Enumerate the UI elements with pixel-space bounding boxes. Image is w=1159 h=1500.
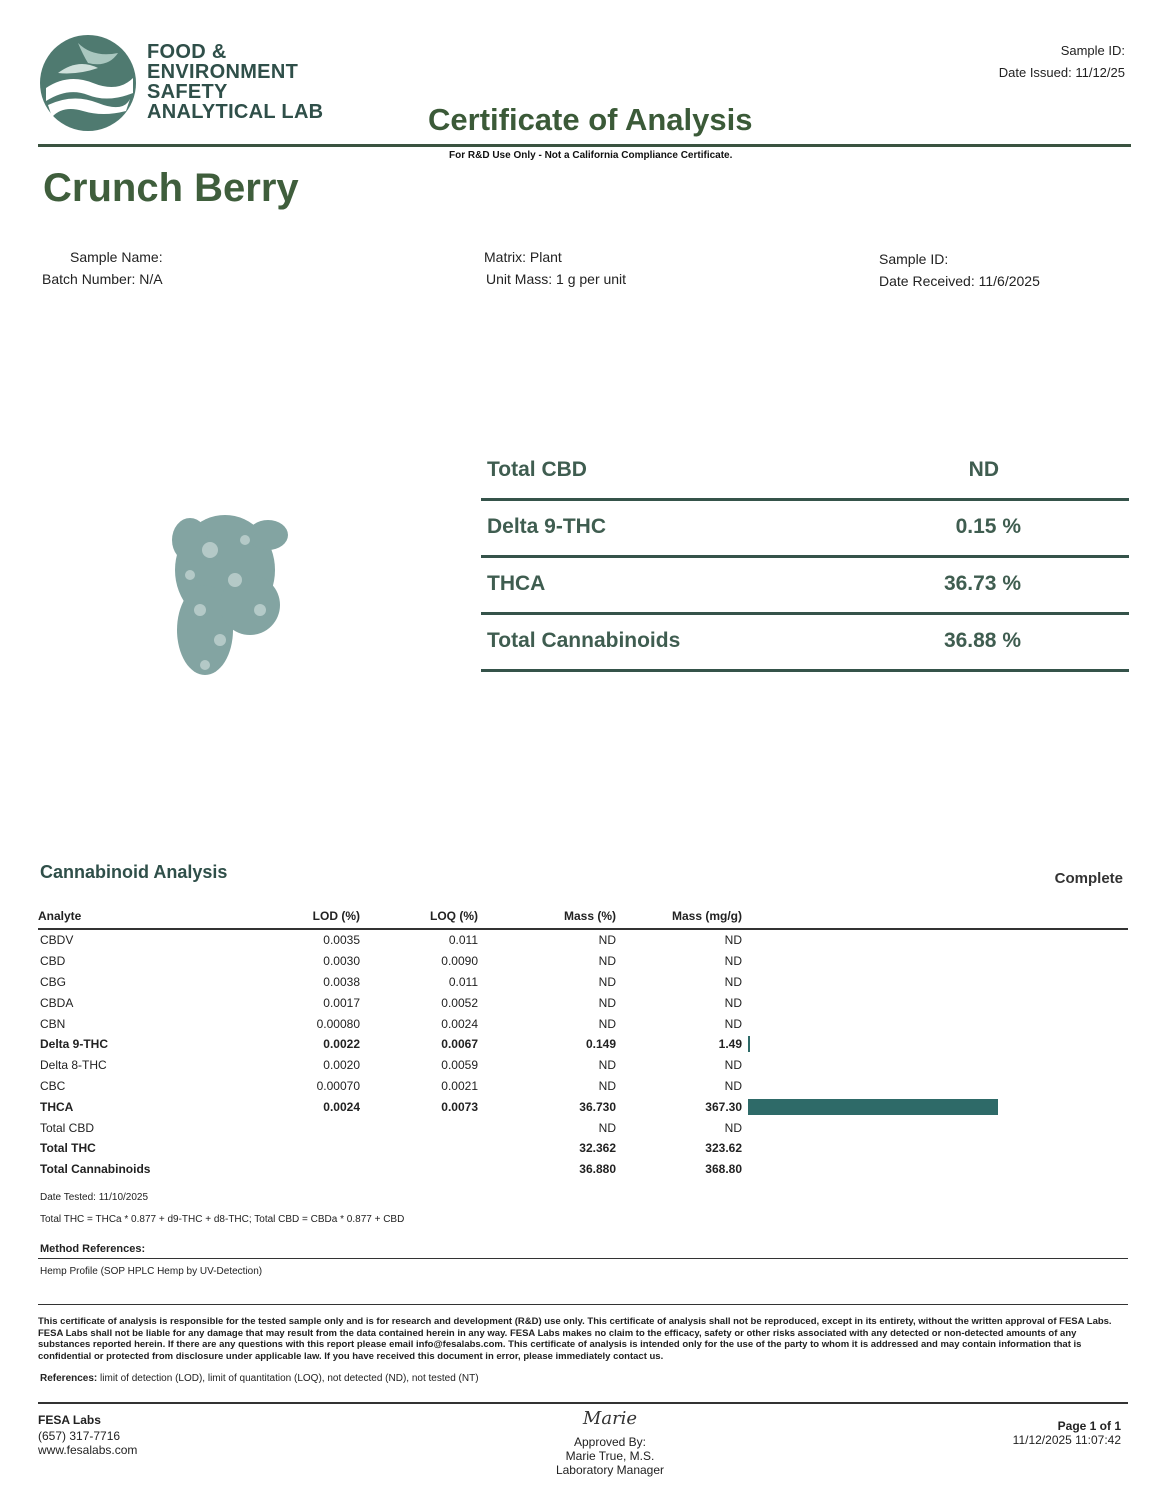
cell-lod: 0.0024 xyxy=(323,1099,360,1114)
total-formula: Total THC = THCa * 0.877 + d9-THC + d8-THC; Total CBD = CBDa * 0.877 + CBD xyxy=(40,1214,405,1225)
cell-loq: 0.0021 xyxy=(441,1078,478,1093)
cell-mass-pct: ND xyxy=(598,1078,616,1093)
cell-loq: 0.011 xyxy=(448,974,478,989)
summary-row xyxy=(481,446,1129,501)
cell-mass-pct: ND xyxy=(598,954,616,969)
date-tested: Date Tested: 11/10/2025 xyxy=(40,1192,149,1203)
cell-analyte: Total CBD xyxy=(40,1120,95,1135)
cell-mass-pct: ND xyxy=(598,1058,616,1073)
batch-number: Batch Number: N/A xyxy=(42,271,163,287)
cell-mass-pct: ND xyxy=(598,974,616,989)
logo-line: FOOD & xyxy=(147,41,227,63)
references-label: References: xyxy=(40,1373,98,1384)
table-row xyxy=(38,929,1128,951)
summary-label: Total CBD xyxy=(487,458,587,481)
cell-analyte: Total Cannabinoids xyxy=(40,1162,151,1177)
cell-bar xyxy=(742,1096,1128,1117)
cell-mass-pct: 0.149 xyxy=(585,1037,616,1052)
logo-wordmark xyxy=(147,42,323,122)
footer-divider xyxy=(38,1402,1128,1404)
cell-lod: 0.00070 xyxy=(316,1078,360,1093)
table-row xyxy=(38,992,1128,1013)
cell-analyte: Delta 8-THC xyxy=(40,1058,107,1073)
col-header: LOD (%) xyxy=(238,906,360,929)
summary-label: Total Cannabinoids xyxy=(487,629,681,652)
cell-loq: 0.011 xyxy=(448,933,478,948)
matrix: Matrix: Plant xyxy=(484,249,562,265)
legal-text: This certificate of analysis is responsible for the tested sample only and is for research and development (R&D) use only. This certificate of analysis shall not be reproduced, except in its entirety, without the written approval of FESA Labs. FESA Labs shall not be liable for any damage that may result from the data contained herein in any way. FESA Labs makes no claim to the efficacy, safety or other risks associated with any detected or non-detected amounts of any substances reported herein. If there are any questions with this report please email info@fesalabs.com. This certificate of analysis is intended only for the use of the party to whom it is addressed and may contain information that is confidential or protected from disclosure under applicable law. If you have received this document in error, please immediately contact us. xyxy=(38,1316,1112,1362)
table-row xyxy=(38,972,1128,993)
unit-mass: Unit Mass: 1 g per unit xyxy=(486,271,627,287)
cell-bar xyxy=(742,1034,1128,1055)
cell-loq: 0.0052 xyxy=(441,995,478,1010)
fesa-logo-icon xyxy=(38,33,138,133)
cell-loq: 0.0059 xyxy=(441,1058,478,1073)
summary-row xyxy=(481,560,1129,615)
cell-mass-mg: 1.49 xyxy=(718,1037,742,1052)
summary-table xyxy=(481,446,1129,674)
cell-bar xyxy=(742,1117,1128,1138)
cell-loq xyxy=(360,1159,478,1180)
logo-line: ANALYTICAL LAB xyxy=(147,101,324,123)
cell-mass-pct: ND xyxy=(598,1016,616,1031)
page-number: Page 1 of 1 xyxy=(1057,1419,1121,1433)
summary-value: 0.15 % xyxy=(955,515,1021,538)
analysis-header-row xyxy=(38,906,1128,929)
cell-bar xyxy=(742,1138,1128,1159)
document-title: Certificate of Analysis xyxy=(428,102,753,137)
signature xyxy=(560,1408,660,1429)
cell-mass-mg: ND xyxy=(724,1078,742,1093)
cell-loq xyxy=(360,1117,478,1138)
summary-row xyxy=(481,503,1129,558)
table-row xyxy=(38,1117,1128,1138)
cell-loq: 0.0090 xyxy=(441,954,478,969)
cell-mass-mg: ND xyxy=(724,974,742,989)
approved-by-label: Approved By: xyxy=(573,1435,647,1449)
table-row xyxy=(38,1034,1128,1055)
logo-line: SAFETY xyxy=(147,81,228,103)
table-row xyxy=(38,1159,1128,1180)
references xyxy=(40,1373,479,1384)
company-name: FESA Labs xyxy=(38,1413,101,1427)
sample-photo xyxy=(150,500,300,690)
cell-mass-mg: 323.62 xyxy=(705,1141,742,1156)
cell-bar xyxy=(742,992,1128,1013)
table-row xyxy=(38,1013,1128,1034)
cell-mass-pct: 36.730 xyxy=(579,1099,616,1114)
legal-divider xyxy=(38,1304,1128,1305)
header-info xyxy=(999,40,1125,84)
cell-lod: 0.0035 xyxy=(323,933,360,948)
analysis-status: Complete xyxy=(1054,870,1123,887)
report-timestamp: 11/12/2025 11:07:42 xyxy=(1012,1433,1121,1447)
sample-name: Sample Name: xyxy=(70,249,163,265)
cell-mass-mg: ND xyxy=(724,954,742,969)
cell-mass-mg: ND xyxy=(724,933,742,948)
cell-lod: 0.00080 xyxy=(316,1016,360,1031)
analysis-table xyxy=(38,906,1128,1180)
company-phone: (657) 317-7716 xyxy=(38,1429,121,1443)
cell-lod xyxy=(238,1138,360,1159)
method-text: Hemp Profile (SOP HPLC Hemp by UV-Detection) xyxy=(40,1266,263,1277)
cell-loq: 0.0073 xyxy=(441,1099,478,1114)
cell-mass-mg: 367.30 xyxy=(705,1099,742,1114)
references-text: limit of detection (LOD), limit of quantitation (LOQ), not detected (ND), not tested (NT) xyxy=(100,1373,479,1384)
cell-loq: 0.0024 xyxy=(441,1016,478,1031)
approval-block xyxy=(510,1435,710,1477)
summary-row xyxy=(481,617,1129,672)
cell-bar xyxy=(742,972,1128,993)
cell-analyte: Delta 9-THC xyxy=(40,1037,109,1052)
cell-analyte: CBDA xyxy=(40,995,74,1010)
table-row xyxy=(38,951,1128,972)
summary-value: 36.88 % xyxy=(943,629,1021,652)
company-website: www.fesalabs.com xyxy=(38,1443,138,1457)
cell-analyte: CBG xyxy=(40,974,67,989)
cell-mass-mg: ND xyxy=(724,1058,742,1073)
cell-mass-pct: ND xyxy=(598,995,616,1010)
table-row xyxy=(38,1076,1128,1097)
cell-mass-pct: ND xyxy=(598,933,616,948)
col-header-bar xyxy=(742,906,1128,929)
disclaimer: For R&D Use Only - Not a California Compliance Certificate. xyxy=(449,150,733,161)
sample-id-top: Sample ID: xyxy=(1060,43,1125,58)
cell-mass-pct: 32.362 xyxy=(579,1141,616,1156)
col-header: LOQ (%) xyxy=(360,906,478,929)
cell-analyte: CBC xyxy=(40,1078,66,1093)
footer-page-info xyxy=(1013,1419,1121,1447)
cell-lod: 0.0038 xyxy=(323,974,360,989)
mass-bar xyxy=(748,1036,750,1052)
cell-lod: 0.0017 xyxy=(323,995,360,1010)
cell-analyte: Total THC xyxy=(40,1141,96,1156)
cell-mass-pct: 36.880 xyxy=(579,1162,616,1177)
method-divider xyxy=(38,1258,1128,1259)
approver-name: Marie True, M.S. xyxy=(565,1449,655,1463)
cell-analyte: THCA xyxy=(40,1099,74,1114)
cell-mass-mg: ND xyxy=(724,1016,742,1031)
summary-value: ND xyxy=(968,458,999,481)
cell-analyte: CBN xyxy=(40,1016,66,1031)
cell-mass-pct: ND xyxy=(598,1120,616,1135)
cell-mass-mg: ND xyxy=(724,1120,742,1135)
logo-line: ENVIRONMENT xyxy=(147,61,299,83)
summary-label: THCA xyxy=(487,572,546,595)
cell-bar xyxy=(742,1055,1128,1076)
cell-analyte: CBDV xyxy=(40,933,74,948)
cell-lod xyxy=(238,1117,360,1138)
col-header: Mass (%) xyxy=(478,906,616,929)
cell-bar xyxy=(742,1159,1128,1180)
cell-lod: 0.0020 xyxy=(323,1058,360,1073)
cell-mass-mg: 368.80 xyxy=(705,1162,742,1177)
mass-bar xyxy=(748,1099,998,1115)
cell-bar xyxy=(742,1076,1128,1097)
cell-lod: 0.0030 xyxy=(323,954,360,969)
cell-analyte: CBD xyxy=(40,954,66,969)
summary-label: Delta 9-THC xyxy=(487,515,607,538)
table-row xyxy=(38,1138,1128,1159)
col-header: Analyte xyxy=(38,906,238,929)
analysis-title: Cannabinoid Analysis xyxy=(40,862,228,882)
cell-bar xyxy=(742,1013,1128,1034)
strain-name: Crunch Berry xyxy=(43,166,299,210)
table-row xyxy=(38,1096,1128,1117)
cell-mass-mg: ND xyxy=(724,995,742,1010)
cell-lod xyxy=(238,1159,360,1180)
cell-loq: 0.0067 xyxy=(441,1037,478,1052)
footer-company xyxy=(38,1413,137,1457)
table-row xyxy=(38,1055,1128,1076)
cell-bar xyxy=(742,929,1128,951)
header-divider xyxy=(38,144,1131,147)
summary-value: 36.73 % xyxy=(943,572,1021,595)
sample-id: Sample ID: xyxy=(879,251,949,267)
cell-bar xyxy=(742,951,1128,972)
signature-text: Marie xyxy=(582,1408,638,1429)
date-issued: Date Issued: 11/12/25 xyxy=(998,65,1125,80)
cell-lod: 0.0022 xyxy=(323,1037,360,1052)
date-received: Date Received: 11/6/2025 xyxy=(879,273,1040,289)
cell-loq xyxy=(360,1138,478,1159)
col-header: Mass (mg/g) xyxy=(616,906,742,929)
approver-title: Laboratory Manager xyxy=(555,1463,665,1477)
method-label: Method References: xyxy=(40,1243,146,1255)
analysis-body xyxy=(38,929,1128,1180)
